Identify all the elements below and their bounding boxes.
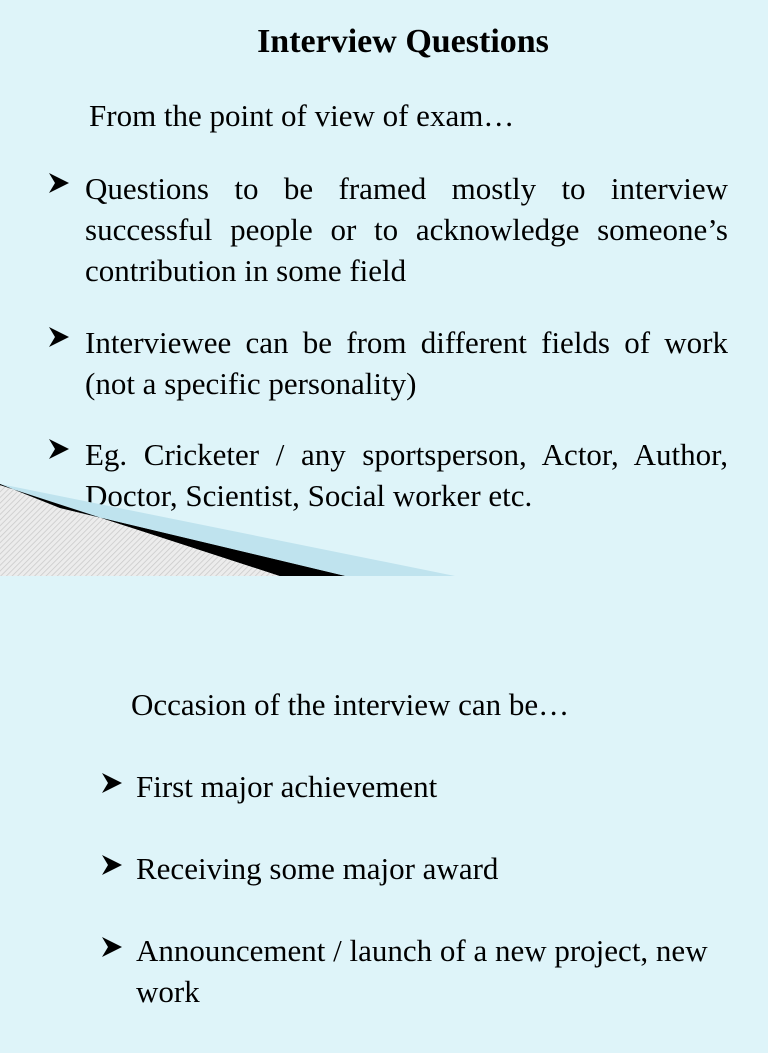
list-item-text: First major achievement [136, 769, 438, 804]
arrowhead-bullet-icon [101, 854, 123, 876]
list-item [101, 766, 721, 807]
list-item-text: Questions to be framed mostly to interview successful people or to acknowledge someone’s contribution in some field [85, 171, 728, 288]
list-item-text: Interviewee can be from different fields of work (not a specific personality) [85, 325, 728, 401]
occasion-list [101, 766, 721, 1053]
slide-divider-decoration [0, 480, 460, 580]
list-item-text: Receiving some major award [136, 851, 499, 886]
slide-intro: From the point of view of exam… [89, 98, 515, 133]
arrowhead-bullet-icon [48, 438, 70, 460]
arrowhead-bullet-icon [48, 326, 70, 348]
slide-title: Interview Questions [257, 23, 549, 60]
list-item [101, 848, 721, 889]
list-item-text: Eg. Cricketer / any sportsperson, Actor, Author, Doctor, Scientist, Social worker etc. [85, 437, 728, 513]
occasion-intro: Occasion of the interview can be… [131, 687, 570, 722]
arrowhead-bullet-icon [101, 772, 123, 794]
list-item [48, 168, 728, 291]
arrowhead-bullet-icon [48, 172, 70, 194]
list-item [48, 322, 728, 404]
list-item-text: Announcement / launch of a new project, new work [136, 933, 708, 1009]
arrowhead-bullet-icon [101, 936, 123, 958]
list-item [101, 930, 721, 1012]
